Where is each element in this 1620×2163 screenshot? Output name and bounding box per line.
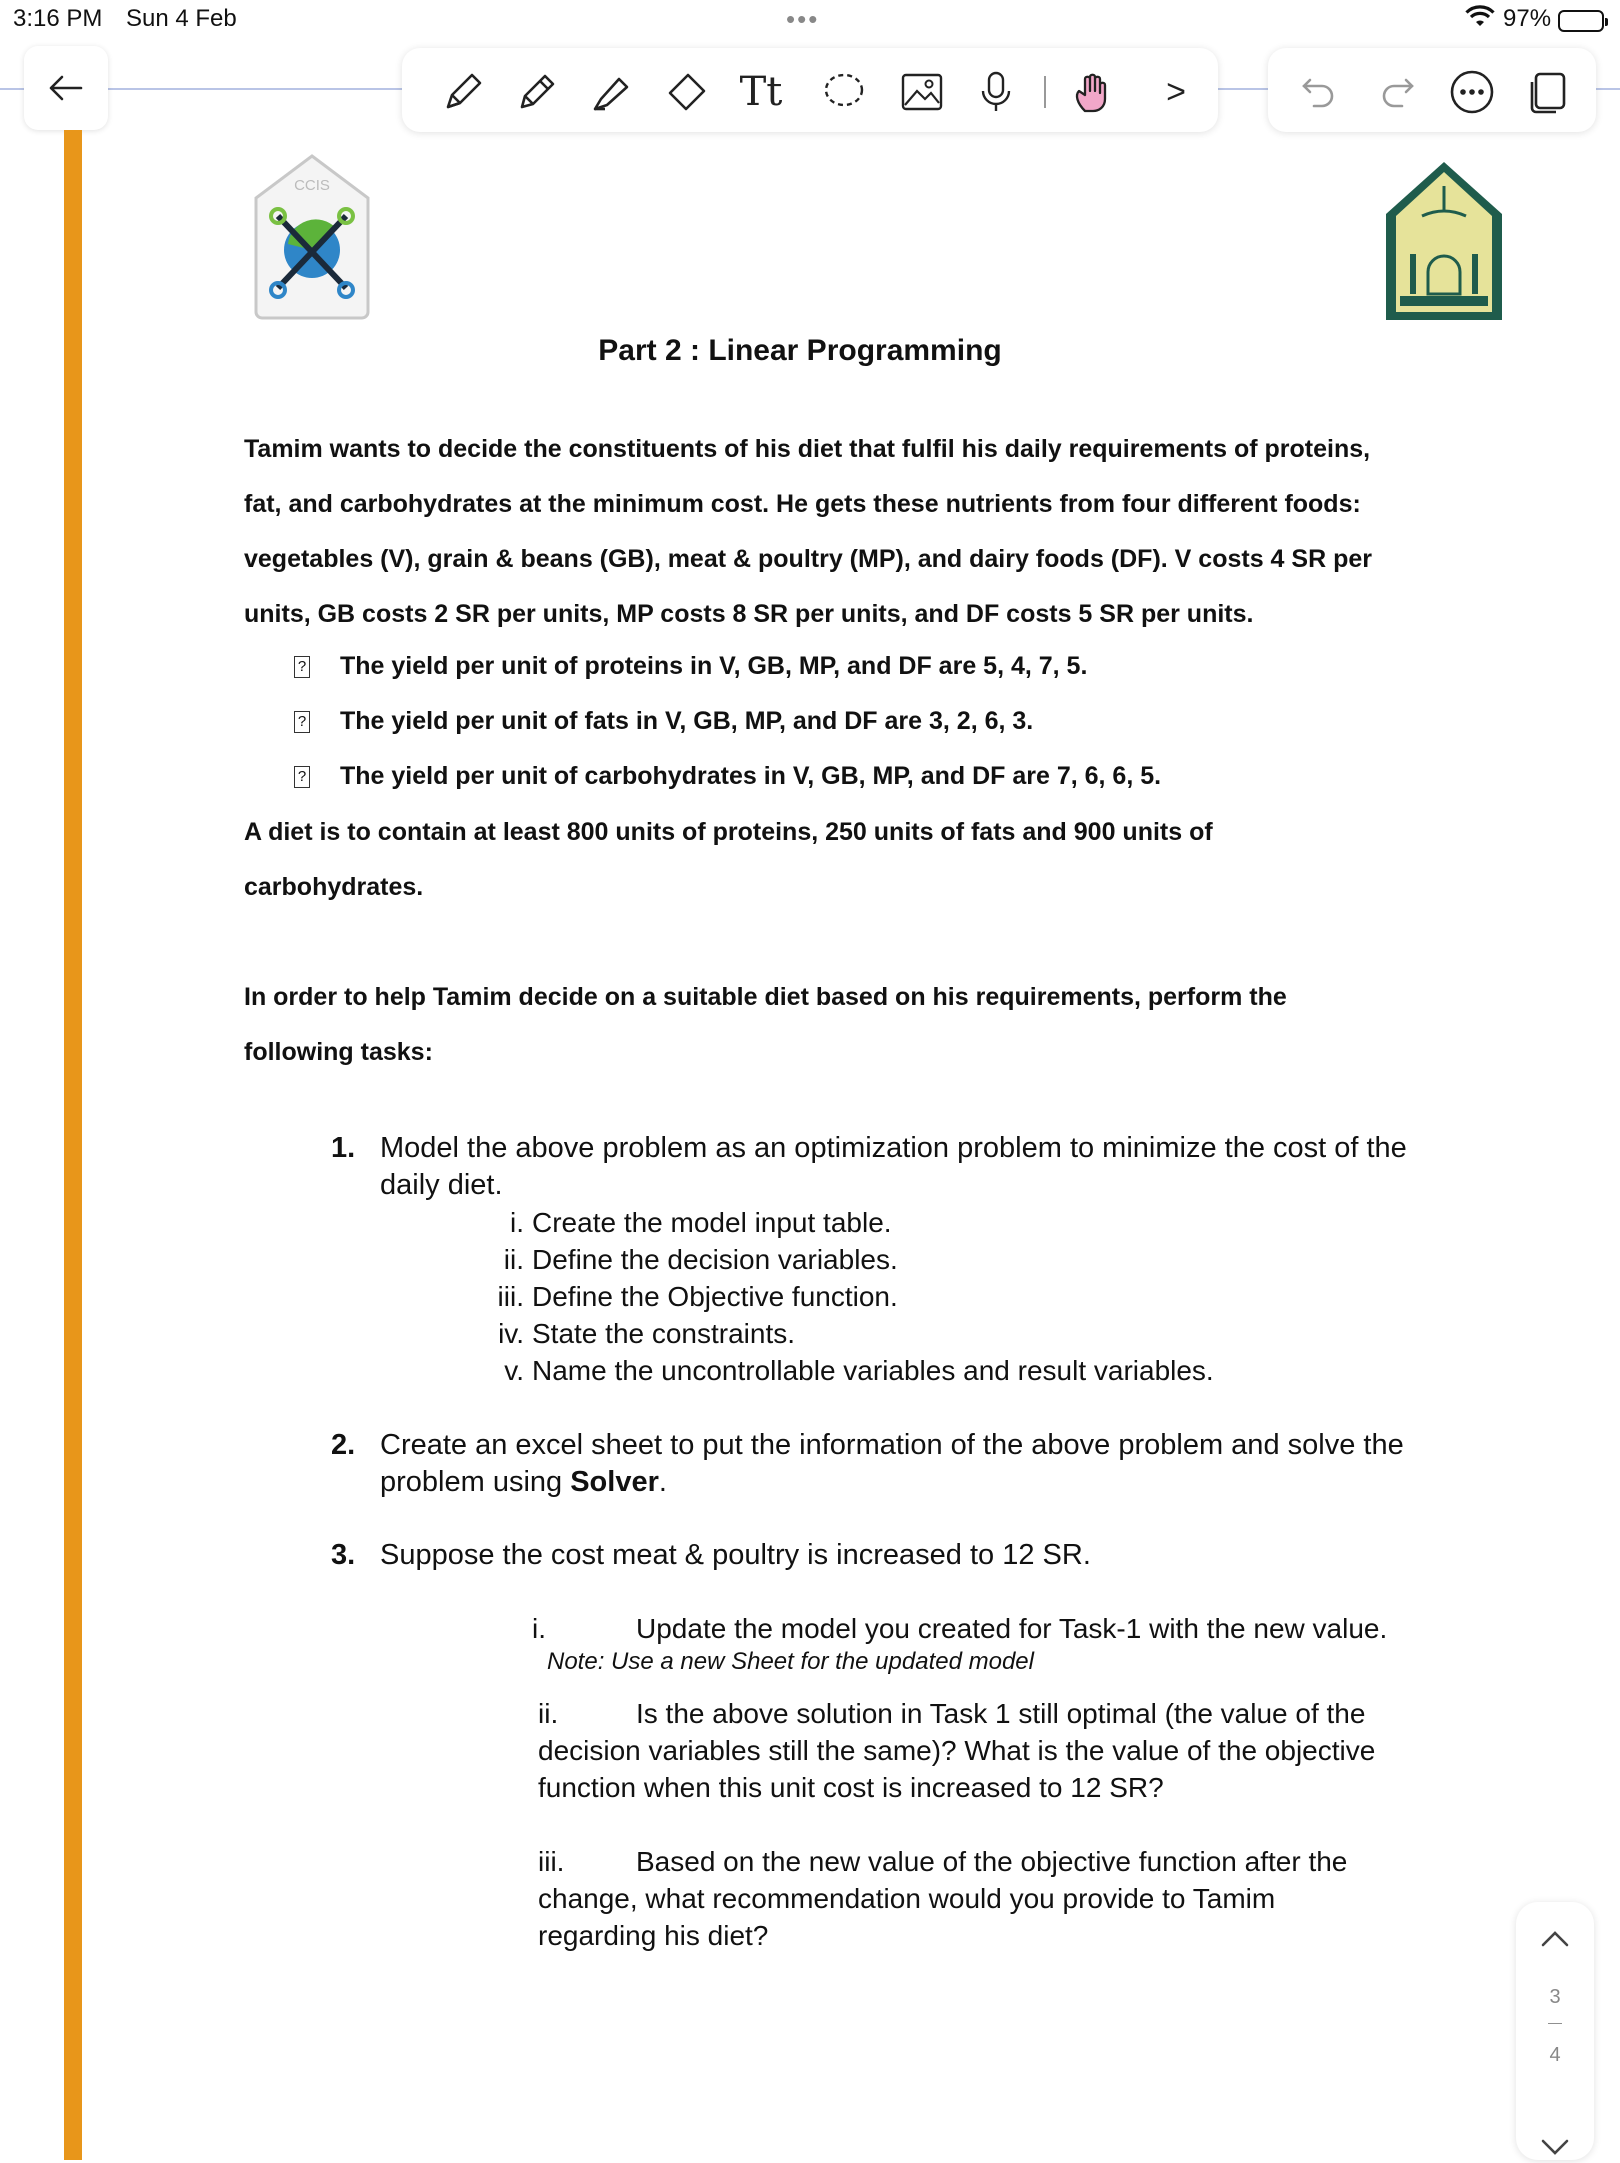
redo-icon[interactable] xyxy=(1374,68,1422,116)
right-toolbar xyxy=(1268,48,1596,132)
battery-percent: 97% xyxy=(1503,5,1552,32)
sub-item-text: Based on the new value of the objective function after the xyxy=(636,1846,1348,1877)
sub-item-text: Define the Objective function. xyxy=(532,1281,898,1312)
task-intro-line: following tasks: xyxy=(244,1038,433,1066)
task-1 xyxy=(331,1130,1481,1204)
sub-item-text: Name the uncontrollable variables and result variables. xyxy=(532,1355,1214,1386)
wifi-icon xyxy=(1465,4,1495,35)
ccis-logo-text: CCIS xyxy=(294,177,330,194)
highlighter-icon[interactable] xyxy=(588,68,636,116)
undo-icon[interactable] xyxy=(1294,68,1342,116)
task-text: daily diet. xyxy=(380,1169,503,1201)
chevron-down-icon[interactable] xyxy=(1540,2138,1570,2163)
missing-glyph-icon: ? xyxy=(294,766,310,788)
sub-item-number: ii. xyxy=(503,1244,524,1275)
bullet-text: The yield per unit of proteins in V, GB, MP, and DF are 5, 4, 7, 5. xyxy=(340,652,1088,680)
solver-term: Solver xyxy=(570,1466,659,1498)
sub-item xyxy=(480,1241,1214,1278)
battery-icon xyxy=(1558,10,1604,32)
task-text: Create an excel sheet to put the information of the above problem and solve the xyxy=(380,1429,1404,1461)
task-3 xyxy=(331,1537,1481,1574)
sub-item-text: decision variables still the same)? What is the value of the objective xyxy=(538,1735,1376,1766)
toolbar-divider-right xyxy=(1596,88,1620,90)
task-number: 2. xyxy=(331,1429,356,1461)
pages-icon[interactable] xyxy=(1524,68,1572,116)
sub-item-text: function when this unit cost is increased to 12 SR? xyxy=(538,1772,1164,1803)
sub-item-text: Is the above solution in Task 1 still optimal (the value of the xyxy=(636,1698,1366,1729)
text-tool-icon[interactable]: Tt xyxy=(739,69,783,115)
requirement-line: carbohydrates. xyxy=(244,873,424,901)
hand-icon[interactable] xyxy=(1070,68,1118,116)
sub-item xyxy=(480,1315,1214,1352)
eraser-icon[interactable] xyxy=(663,68,711,116)
sub-item-text: Create the model input table. xyxy=(532,1207,892,1238)
drawing-toolbar xyxy=(402,48,1218,132)
arrow-left-icon xyxy=(47,73,85,103)
sub-item-number: iii. xyxy=(538,1846,565,1877)
page-navigator xyxy=(1516,1902,1594,2160)
page-title: Part 2 : Linear Programming xyxy=(598,334,1002,367)
intro-line: fat, and carbohydrates at the minimum cost. He gets these nutrients from four different foods: xyxy=(244,490,1361,518)
task-text: problem using xyxy=(380,1466,571,1498)
task-number: 1. xyxy=(331,1132,356,1164)
status-date: Sun 4 Feb xyxy=(126,5,237,32)
task-number: 3. xyxy=(331,1539,356,1571)
missing-glyph-icon: ? xyxy=(294,656,310,678)
task-2 xyxy=(331,1427,1481,1501)
sub-item-number: i. xyxy=(532,1613,546,1644)
bullet-item xyxy=(294,652,1087,681)
intro-line: Tamim wants to decide the constituents of his diet that fulfil his daily requirements of proteins, xyxy=(244,435,1371,463)
more-icon[interactable] xyxy=(1448,68,1496,116)
pen-icon[interactable] xyxy=(439,68,487,116)
sub-item-text: State the constraints. xyxy=(532,1318,796,1349)
task-3-sub-ii xyxy=(538,1695,1478,1806)
microphone-icon[interactable] xyxy=(972,68,1020,116)
task-text-line xyxy=(380,1464,1481,1501)
status-time: 3:16 PM xyxy=(13,5,103,32)
task-text: . xyxy=(658,1466,667,1498)
sub-item-number: iv. xyxy=(498,1318,524,1349)
sub-item-text: Define the decision variables. xyxy=(532,1244,898,1275)
image-icon[interactable] xyxy=(898,68,946,116)
intro-paragraph xyxy=(244,422,1464,642)
current-page: 3 xyxy=(1549,1986,1561,2008)
sub-item-text: change, what recommendation would you provide to Tamim xyxy=(538,1883,1276,1914)
status-bar xyxy=(0,0,1620,40)
intro-line: units, GB costs 2 SR per units, MP costs 8 SR per units, and DF costs 5 SR per units. xyxy=(244,600,1254,628)
sub-item-number: iii. xyxy=(497,1281,524,1312)
bullet-item xyxy=(294,762,1161,791)
note-text: Note: Use a new Sheet for the updated model xyxy=(547,1648,1034,1675)
sub-item xyxy=(480,1204,1214,1241)
chevron-up-icon[interactable] xyxy=(1540,1928,1570,1953)
multitask-dots[interactable]: ••• xyxy=(786,4,820,34)
toolbar-divider-mid xyxy=(1218,88,1268,90)
bullet-text: The yield per unit of fats in V, GB, MP, and DF are 3, 2, 6, 3. xyxy=(340,707,1034,735)
sub-item xyxy=(480,1278,1214,1315)
sub-item-number: ii. xyxy=(538,1698,559,1729)
missing-glyph-icon: ? xyxy=(294,711,310,733)
total-pages: 4 xyxy=(1549,2044,1561,2066)
requirement-paragraph xyxy=(244,805,1464,915)
toolbar-separator xyxy=(1044,76,1046,108)
sub-item xyxy=(480,1352,1214,1389)
task-intro-line: In order to help Tamim decide on a suitable diet based on his requirements, perform the xyxy=(244,983,1287,1011)
intro-line: vegetables (V), grain & beans (GB), meat & poultry (MP), and dairy foods (DF). V costs 4 SR per xyxy=(244,545,1372,573)
task-3-sub-i xyxy=(532,1610,1472,1647)
task-intro-paragraph xyxy=(244,970,1464,1080)
sub-item-number: i. xyxy=(510,1207,524,1238)
task-3-sub-iii xyxy=(538,1843,1478,1954)
task-1-subitems xyxy=(480,1204,1214,1389)
task-text: Model the above problem as an optimization problem to minimize the cost of the xyxy=(380,1132,1407,1164)
sub-item-text: Update the model you created for Task-1 with the new value. xyxy=(636,1613,1388,1644)
page-separator: — xyxy=(1548,2014,1562,2030)
margin-bar xyxy=(64,130,82,2160)
sub-item-number: v. xyxy=(504,1355,524,1386)
sub-item-text: regarding his diet? xyxy=(538,1920,769,1951)
requirement-line: A diet is to contain at least 800 units of proteins, 250 units of fats and 900 units of xyxy=(244,818,1213,846)
lasso-icon[interactable] xyxy=(820,68,868,116)
university-logo xyxy=(1382,160,1506,326)
pencil-icon[interactable] xyxy=(513,68,561,116)
bullet-text: The yield per unit of carbohydrates in V, GB, MP, and DF are 7, 6, 6, 5. xyxy=(340,762,1162,790)
chevron-right-icon[interactable]: > xyxy=(1166,72,1186,111)
bullet-item xyxy=(294,707,1033,736)
task-text: Suppose the cost meat & poultry is increased to 12 SR. xyxy=(380,1539,1091,1571)
back-button[interactable] xyxy=(24,46,108,130)
ccis-logo xyxy=(250,152,374,322)
